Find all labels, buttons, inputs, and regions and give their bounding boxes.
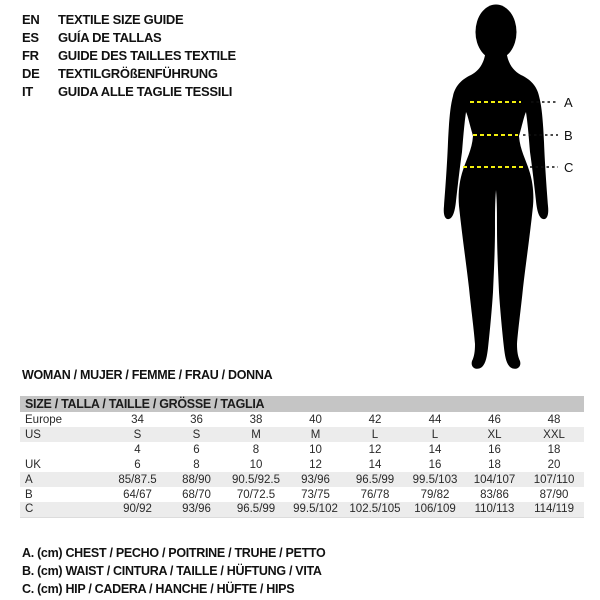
language-code: FR xyxy=(22,47,39,63)
cell: 85/87.5 xyxy=(108,472,167,487)
table-row-uk xyxy=(20,457,584,472)
legend-line-waist: B. (cm) WAIST / CINTURA / TAILLE / HÜFTUNG / VITA xyxy=(22,564,322,578)
cell: 99.5/103 xyxy=(405,472,465,487)
cell: S xyxy=(167,427,226,442)
cell: 96.5/99 xyxy=(226,502,286,517)
cell: 110/113 xyxy=(465,502,524,517)
language-code: ES xyxy=(22,29,39,45)
row-label: C xyxy=(20,502,108,517)
cell: 12 xyxy=(309,458,322,471)
cell: 16 xyxy=(428,458,442,471)
cell: 96.5/99 xyxy=(345,472,405,487)
table-row-hip xyxy=(20,502,584,517)
cell: L xyxy=(405,427,465,442)
measurement-legend xyxy=(22,544,325,598)
cell: XL xyxy=(465,427,524,442)
cell: 114/119 xyxy=(524,502,584,517)
cell: 93/96 xyxy=(167,502,226,517)
cell: 14 xyxy=(428,443,442,456)
cell: 70/72.5 xyxy=(236,488,276,501)
cell: 18 xyxy=(488,458,501,471)
language-code: DE xyxy=(22,65,40,81)
language-label: GUIDA ALLE TAGLIE TESSILI xyxy=(58,83,233,99)
cell: 79/82 xyxy=(420,488,450,501)
size-table-header: SIZE / TALLA / TAILLE / GRÖSSE / TAGLIA xyxy=(20,396,584,412)
language-row-de xyxy=(22,64,236,82)
table-row-us-numbers xyxy=(20,442,584,457)
cell: 104/107 xyxy=(465,472,524,487)
cell: 48 xyxy=(547,413,561,426)
language-row-it xyxy=(22,82,236,100)
cell: 88/90 xyxy=(167,472,226,487)
legend-line-hip: C. (cm) HIP / CADERA / HANCHE / HÜFTE / HIPS xyxy=(22,582,295,596)
cell: 36 xyxy=(190,413,203,426)
cell: 16 xyxy=(488,443,501,456)
cell: 12 xyxy=(368,443,382,456)
row-label: B xyxy=(25,488,33,501)
cell: S xyxy=(108,427,167,442)
row-label xyxy=(20,442,108,457)
cell: 6 xyxy=(193,443,200,456)
size-table xyxy=(20,396,584,518)
cell: 10 xyxy=(309,443,322,456)
cell: 20 xyxy=(547,458,561,471)
row-label: UK xyxy=(25,458,41,471)
woman-silhouette-figure xyxy=(425,0,600,380)
cell: 14 xyxy=(368,458,382,471)
cell: 34 xyxy=(131,413,144,426)
row-label: US xyxy=(20,427,108,442)
language-label: TEXTILE SIZE GUIDE xyxy=(58,11,184,27)
language-row-es xyxy=(22,28,236,46)
section-title: WOMAN / MUJER / FEMME / FRAU / DONNA xyxy=(22,368,273,382)
cell: 87/90 xyxy=(539,488,569,501)
legend-line-chest: A. (cm) CHEST / PECHO / POITRINE / TRUHE / PETTO xyxy=(22,546,326,560)
language-row-en xyxy=(22,10,236,28)
marker-letter-c: C xyxy=(564,160,574,175)
cell: 10 xyxy=(249,458,263,471)
cell: 64/67 xyxy=(123,488,152,501)
size-table-header-row xyxy=(20,396,584,412)
marker-letter-a: A xyxy=(564,95,573,110)
table-row-chest xyxy=(20,472,584,487)
table-row-europe xyxy=(20,412,584,427)
marker-letter-b: B xyxy=(564,128,573,143)
cell: 42 xyxy=(368,413,382,426)
cell: 83/86 xyxy=(480,488,509,501)
cell: 4 xyxy=(134,443,141,456)
cell: L xyxy=(345,427,405,442)
language-code: EN xyxy=(22,11,40,27)
language-code: IT xyxy=(22,83,33,99)
language-label: GUIDE DES TAILLES TEXTILE xyxy=(58,47,236,63)
language-title-list xyxy=(22,10,236,100)
language-label: TEXTILGRÖßENFÜHRUNG xyxy=(58,65,218,81)
language-row-fr xyxy=(22,46,236,64)
cell: 18 xyxy=(547,443,561,456)
cell: 8 xyxy=(252,443,260,456)
cell: 38 xyxy=(249,413,263,426)
cell: 73/75 xyxy=(301,488,330,501)
cell: M xyxy=(226,427,286,442)
cell: 93/96 xyxy=(286,472,345,487)
language-label: GUÍA DE TALLAS xyxy=(58,29,162,45)
table-row-waist xyxy=(20,487,584,502)
cell: 8 xyxy=(193,458,200,471)
row-label: A xyxy=(20,472,108,487)
silhouette-body xyxy=(444,48,549,369)
cell: 76/78 xyxy=(360,488,390,501)
cell: 106/109 xyxy=(405,502,465,517)
cell: 90/92 xyxy=(108,502,167,517)
cell: 99.5/102 xyxy=(286,502,345,517)
cell: 46 xyxy=(488,413,501,426)
cell: 90.5/92.5 xyxy=(226,472,286,487)
cell: 107/110 xyxy=(524,472,584,487)
cell: XXL xyxy=(524,427,584,442)
table-row-us-letters xyxy=(20,427,584,442)
cell: 68/70 xyxy=(182,488,211,501)
cell: 102.5/105 xyxy=(345,502,405,517)
cell: 6 xyxy=(134,458,141,471)
row-label: Europe xyxy=(25,413,63,426)
cell: M xyxy=(286,427,345,442)
cell: 40 xyxy=(309,413,322,426)
cell: 44 xyxy=(428,413,442,426)
